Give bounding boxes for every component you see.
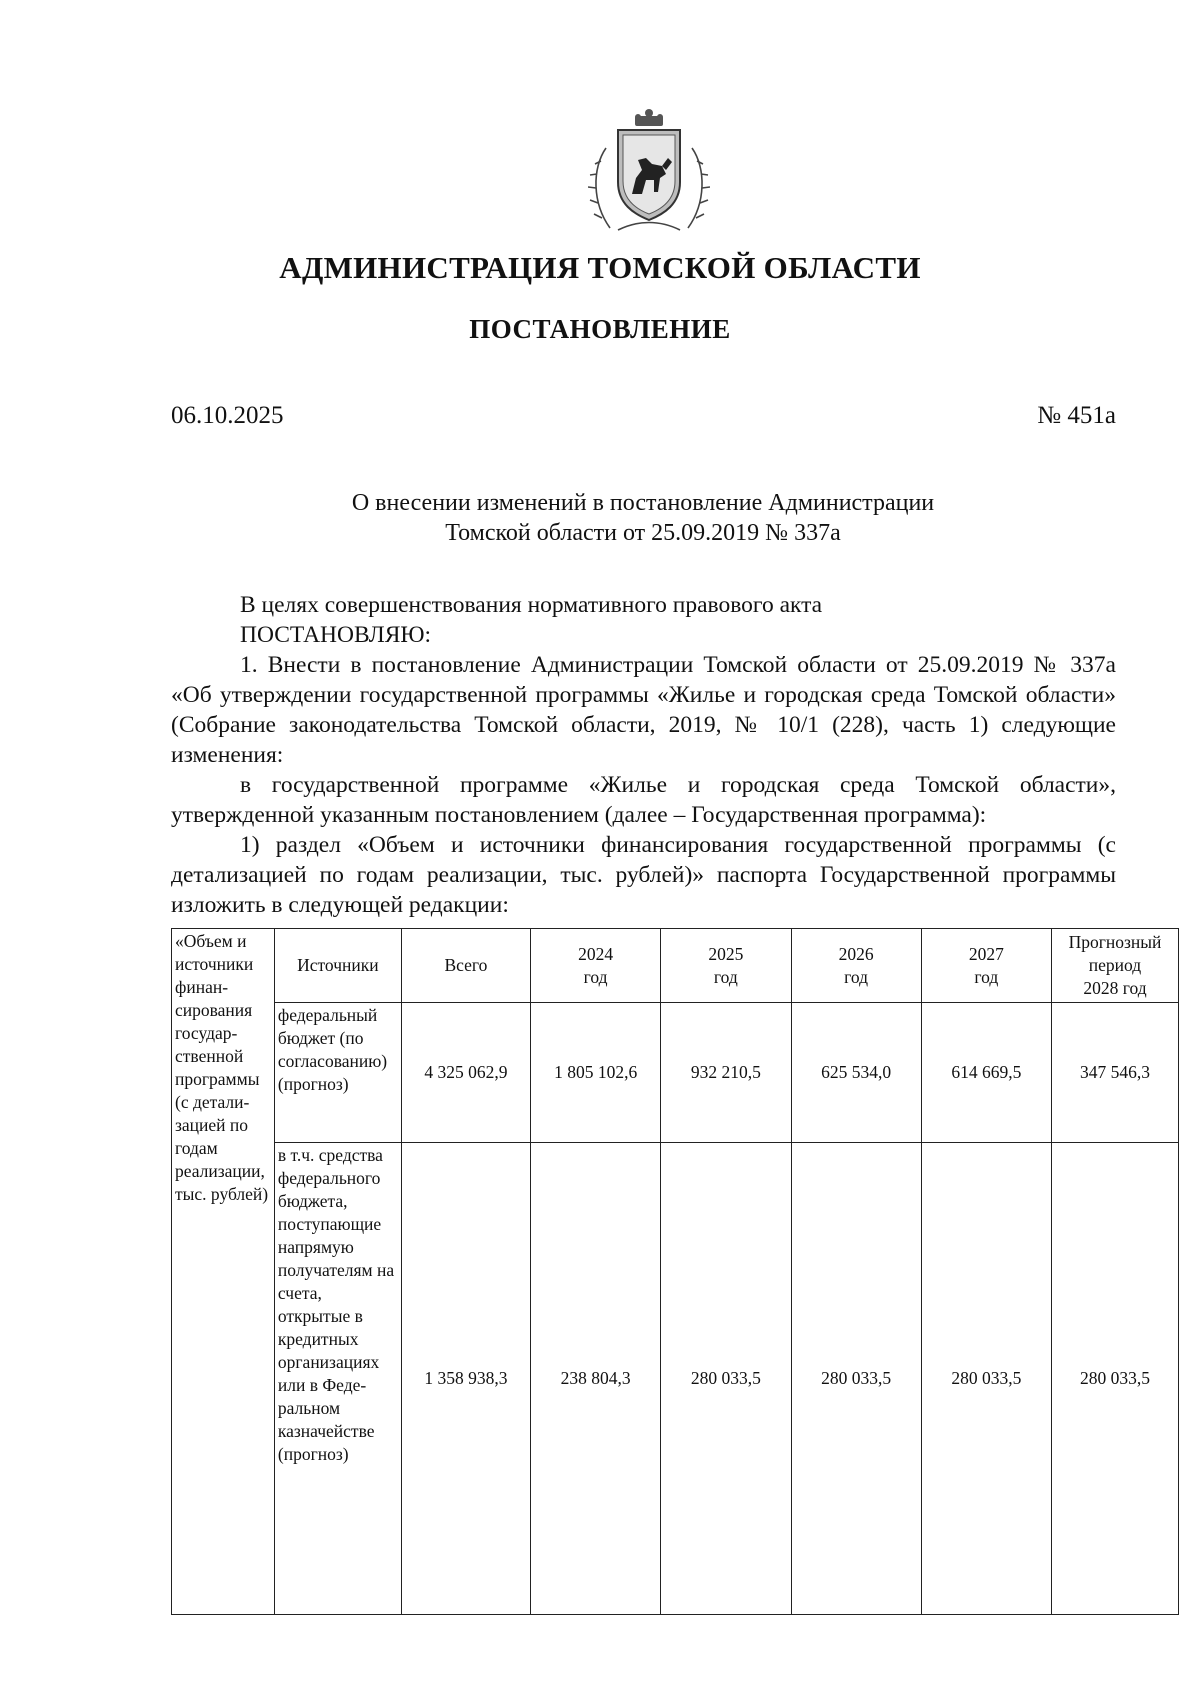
financing-table: [171, 928, 1179, 1615]
header-2027: 2027 год: [921, 929, 1051, 1003]
subitem-1-paragraph: 1) раздел «Объем и источники финансирования государственной программы (с детализацией по годам реализации, тыс. рублей)» паспорта Государственной программы изложить в следующей редакции:: [171, 832, 1116, 918]
header-2024: 2024 год: [531, 929, 661, 1003]
coat-of-arms-icon: [588, 108, 710, 236]
row-2026: 280 033,5: [791, 1143, 921, 1615]
table-header-row: [172, 929, 1179, 1003]
document-number: № 451а: [1037, 402, 1116, 429]
subject-line-2: Томской области от 25.09.2019 № 337а: [445, 520, 841, 546]
document-type: ПОСТАНОВЛЕНИЕ: [469, 314, 731, 344]
row-2024: 238 804,3: [531, 1143, 661, 1615]
row-2026: 625 534,0: [791, 1003, 921, 1143]
row-2027: 280 033,5: [921, 1143, 1051, 1615]
row-2025: 280 033,5: [661, 1143, 791, 1615]
row-2025: 932 210,5: [661, 1003, 791, 1143]
document-body: [171, 590, 1116, 920]
row-source: федеральный бюджет (по согласованию) (прогноз): [274, 1003, 401, 1143]
row-forecast: 347 546,3: [1052, 1003, 1179, 1143]
row-total: 1 358 938,3: [401, 1143, 530, 1615]
section-label-cell: «Объем и источники финансирования государственной программы (с детализацией по годам реализации, тыс. рублей): [172, 929, 275, 1615]
intro-paragraph: В целях совершенствования нормативного правового акта: [240, 592, 823, 618]
table-row: [172, 1003, 1179, 1143]
row-2027: 614 669,5: [921, 1003, 1051, 1143]
item-1-paragraph: 1. Внести в постановление Администрации Томской области от 25.09.2019 № 337а «Об утверждении государственной программы «Жилье и городская среда Томской области» (Собрание законодательства Томской области, 2019, № 10/1 (228), часть 1) следующие изменения:: [171, 652, 1116, 768]
program-paragraph: в государственной программе «Жилье и городская среда Томской области», утвержденной указанным постановлением (далее – Государственная программа):: [171, 772, 1116, 828]
header-2026: 2026 год: [791, 929, 921, 1003]
header-sources: Источники: [274, 929, 401, 1003]
row-total: 4 325 062,9: [401, 1003, 530, 1143]
row-source: в т.ч. средства федерального бюджета, поступающие напрямую получателям на счета, открытые в кредитных организациях или в Федеральном казначействе (прогноз): [274, 1143, 401, 1615]
header-2025: 2025 год: [661, 929, 791, 1003]
decree-word: ПОСТАНОВЛЯЮ:: [240, 622, 432, 648]
header-total: Всего: [401, 929, 530, 1003]
subject-line-1: О внесении изменений в постановление Администрации: [351, 490, 935, 516]
table-row: [172, 1143, 1179, 1615]
document-subject: [0, 488, 1200, 548]
row-2024: 1 805 102,6: [531, 1003, 661, 1143]
organization-title: АДМИНИСТРАЦИЯ ТОМСКОЙ ОБЛАСТИ: [279, 250, 921, 285]
row-forecast: 280 033,5: [1052, 1143, 1179, 1615]
document-date: 06.10.2025: [171, 402, 284, 429]
header-forecast: Прогнозный период 2028 год: [1052, 929, 1179, 1003]
